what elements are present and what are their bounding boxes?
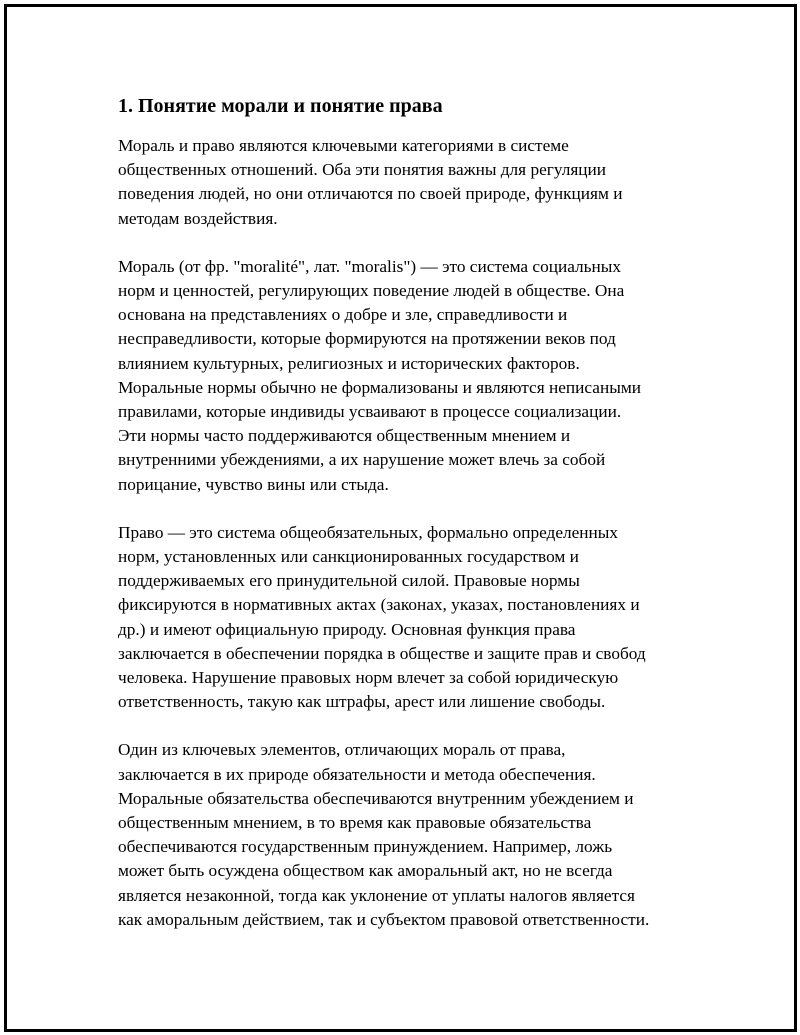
paragraph-line: Право — это система общеобязательных, формально определенных <box>118 522 619 542</box>
paragraph-line: Один из ключевых элементов, отличающих мораль от права, <box>118 740 566 760</box>
paragraph-intro <box>118 134 698 231</box>
paragraph-line: поведения людей, но они отличаются по своей природе, функциям и <box>118 184 623 204</box>
paragraph-line: влиянием культурных, религиозных и исторических факторов. <box>118 353 580 373</box>
paragraph-line: общественным мнением, в то время как правовые обязательства <box>118 813 592 833</box>
paragraph-line: порицание, чувство вины или стыда. <box>118 474 389 494</box>
paragraph-line: как аморальным действием, так и субъектом правовой ответственности. <box>118 909 650 929</box>
paragraph-morality <box>118 255 698 497</box>
paragraph-line: общественных отношений. Оба эти понятия важны для регуляции <box>118 160 607 180</box>
paragraph-line: Моральные нормы обычно не формализованы и являются неписаными <box>118 377 642 397</box>
paragraph-line: Моральные обязательства обеспечиваются внутренним убеждением и <box>118 788 634 808</box>
section-heading: 1. Понятие морали и понятие права <box>118 95 443 117</box>
paragraph-line: основана на представлениях о добре и зле, справедливости и <box>118 305 568 325</box>
paragraph-line: является незаконной, тогда как уклонение от уплаты налогов является <box>118 885 635 905</box>
paragraph-line: заключается в их природе обязательности и метода обеспечения. <box>118 764 596 784</box>
paragraph-line: обеспечиваются государственным принуждением. Например, ложь <box>118 837 613 857</box>
paragraph-line: поддерживаемых его принудительной силой. Правовые нормы <box>118 571 580 591</box>
paragraph-line: несправедливости, которые формируются на протяжении веков под <box>118 329 616 349</box>
paragraph-line: др.) и имеют официальную природу. Основная функция права <box>118 619 576 639</box>
paragraph-line: ответственность, такую как штрафы, арест или лишение свободы. <box>118 692 606 712</box>
paragraph-line: Мораль (от фр. "moralité", лат. "moralis") — это система социальных <box>118 256 622 276</box>
paragraph-line: может быть осуждена обществом как аморальный акт, но не всегда <box>118 861 613 881</box>
paragraph-line: заключается в обеспечении порядка в обществе и защите прав и свобод <box>118 643 646 663</box>
paragraph-line: фиксируются в нормативных актах (законах, указах, постановлениях и <box>118 595 640 615</box>
paragraph-line: норм, установленных или санкционированных государством и <box>118 547 579 567</box>
document-body <box>118 92 698 956</box>
paragraph-line: норм и ценностей, регулирующих поведение людей в обществе. Она <box>118 281 625 301</box>
paragraph-line: правилами, которые индивиды усваивают в процессе социализации. <box>118 402 622 422</box>
paragraph-law <box>118 521 698 715</box>
paragraph-comparison <box>118 738 698 932</box>
paragraph-line: Эти нормы часто поддерживаются общественным мнением и <box>118 426 571 446</box>
paragraph-line: человека. Нарушение правовых норм влечет за собой юридическую <box>118 668 619 688</box>
paragraph-line: методам воздействия. <box>118 208 278 228</box>
paragraph-line: внутренними убеждениями, а их нарушение может влечь за собой <box>118 450 606 470</box>
paragraph-line: Мораль и право являются ключевыми категориями в системе <box>118 136 569 155</box>
